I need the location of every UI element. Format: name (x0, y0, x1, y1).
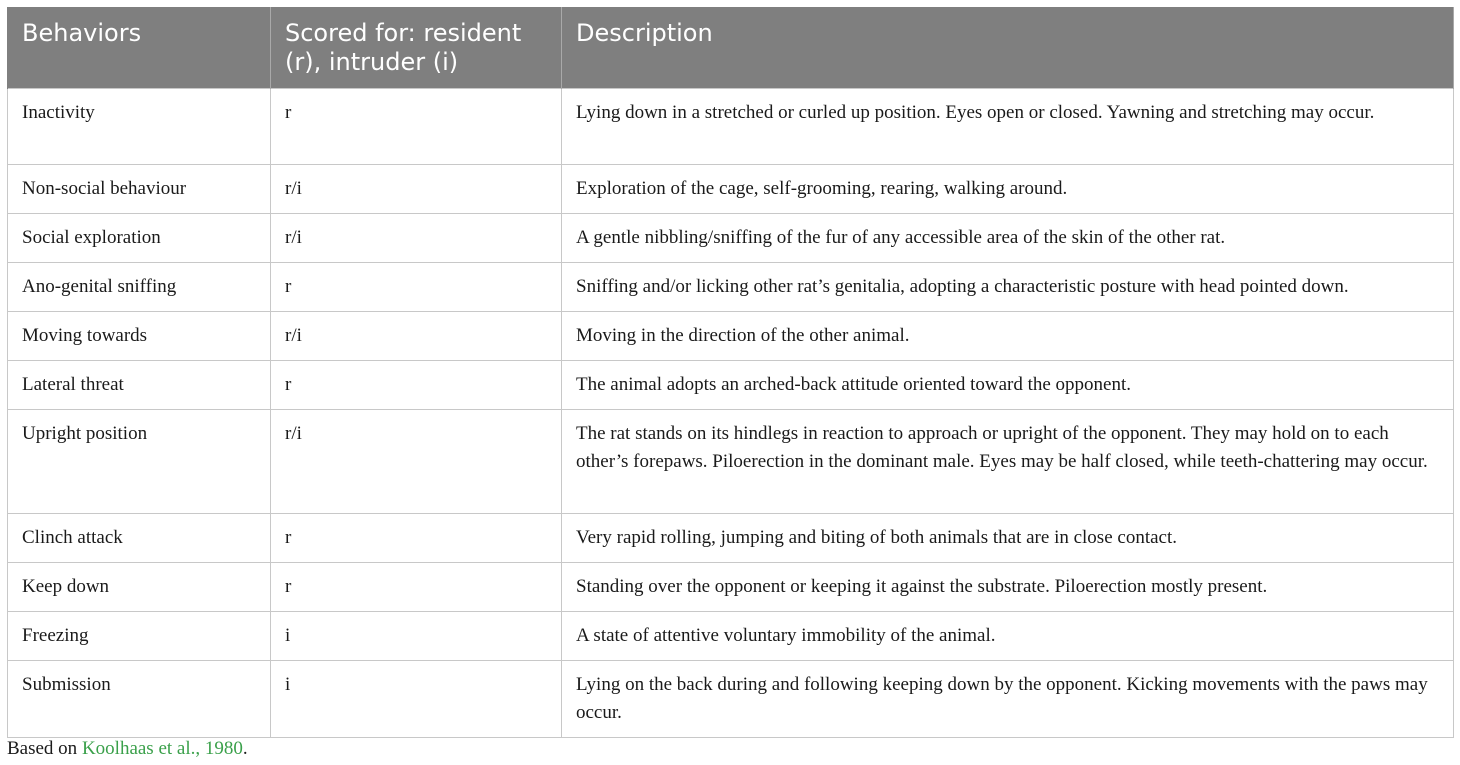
table-row (8, 612, 1454, 661)
behavior-table-container (7, 7, 1453, 738)
table-row (8, 361, 1454, 410)
scored-cell: r (271, 361, 562, 410)
behavior-table (7, 7, 1454, 738)
description-cell: The rat stands on its hindlegs in reaction to approach or upright of the opponent. They may hold on to each other’s forepaws. Piloerection in the dominant male. Eyes may be half closed, while teeth-chattering may occur. (562, 410, 1454, 514)
header-behaviors: Behaviors (8, 7, 271, 89)
behavior-cell: Upright position (8, 410, 271, 514)
table-row (8, 514, 1454, 563)
scored-cell: r/i (271, 214, 562, 263)
behavior-cell: Social exploration (8, 214, 271, 263)
description-cell: A gentle nibbling/sniffing of the fur of any accessible area of the skin of the other rat. (562, 214, 1454, 263)
description-cell: Sniffing and/or licking other rat’s genitalia, adopting a characteristic posture with head pointed down. (562, 263, 1454, 312)
table-row (8, 89, 1454, 165)
scored-cell: i (271, 661, 562, 738)
behavior-cell: Freezing (8, 612, 271, 661)
description-cell: Moving in the direction of the other animal. (562, 312, 1454, 361)
scored-cell: r/i (271, 410, 562, 514)
description-cell: Exploration of the cage, self-grooming, rearing, walking around. (562, 165, 1454, 214)
behavior-cell: Submission (8, 661, 271, 738)
description-cell: The animal adopts an arched-back attitude oriented toward the opponent. (562, 361, 1454, 410)
behavior-cell: Ano-genital sniffing (8, 263, 271, 312)
behavior-cell: Clinch attack (8, 514, 271, 563)
table-header-row (8, 7, 1454, 89)
scored-cell: r/i (271, 165, 562, 214)
scored-cell: r (271, 563, 562, 612)
scored-cell: r (271, 263, 562, 312)
table-row (8, 410, 1454, 514)
scored-cell: r (271, 89, 562, 165)
header-scored-for: Scored for: resident (r), intruder (i) (271, 7, 562, 89)
header-description: Description (562, 7, 1454, 89)
behavior-cell: Keep down (8, 563, 271, 612)
footnote-prefix: Based on (7, 738, 82, 759)
behavior-cell: Inactivity (8, 89, 271, 165)
scored-cell: i (271, 612, 562, 661)
table-row (8, 312, 1454, 361)
scored-cell: r/i (271, 312, 562, 361)
scored-cell: r (271, 514, 562, 563)
behavior-cell: Moving towards (8, 312, 271, 361)
table-row (8, 214, 1454, 263)
table-row (8, 165, 1454, 214)
description-cell: Lying on the back during and following keeping down by the opponent. Kicking movements with the paws may occur. (562, 661, 1454, 738)
table-row (8, 263, 1454, 312)
behavior-cell: Non-social behaviour (8, 165, 271, 214)
description-cell: A state of attentive voluntary immobility of the animal. (562, 612, 1454, 661)
table-row (8, 563, 1454, 612)
description-cell: Standing over the opponent or keeping it against the substrate. Piloerection mostly present. (562, 563, 1454, 612)
table-row (8, 661, 1454, 738)
behavior-cell: Lateral threat (8, 361, 271, 410)
table-footnote (7, 737, 248, 761)
citation-link[interactable]: Koolhaas et al., 1980 (81, 738, 243, 759)
description-cell: Lying down in a stretched or curled up position. Eyes open or closed. Yawning and stretching may occur. (562, 89, 1454, 165)
description-cell: Very rapid rolling, jumping and biting of both animals that are in close contact. (562, 514, 1454, 563)
footnote-suffix: . (242, 738, 248, 759)
